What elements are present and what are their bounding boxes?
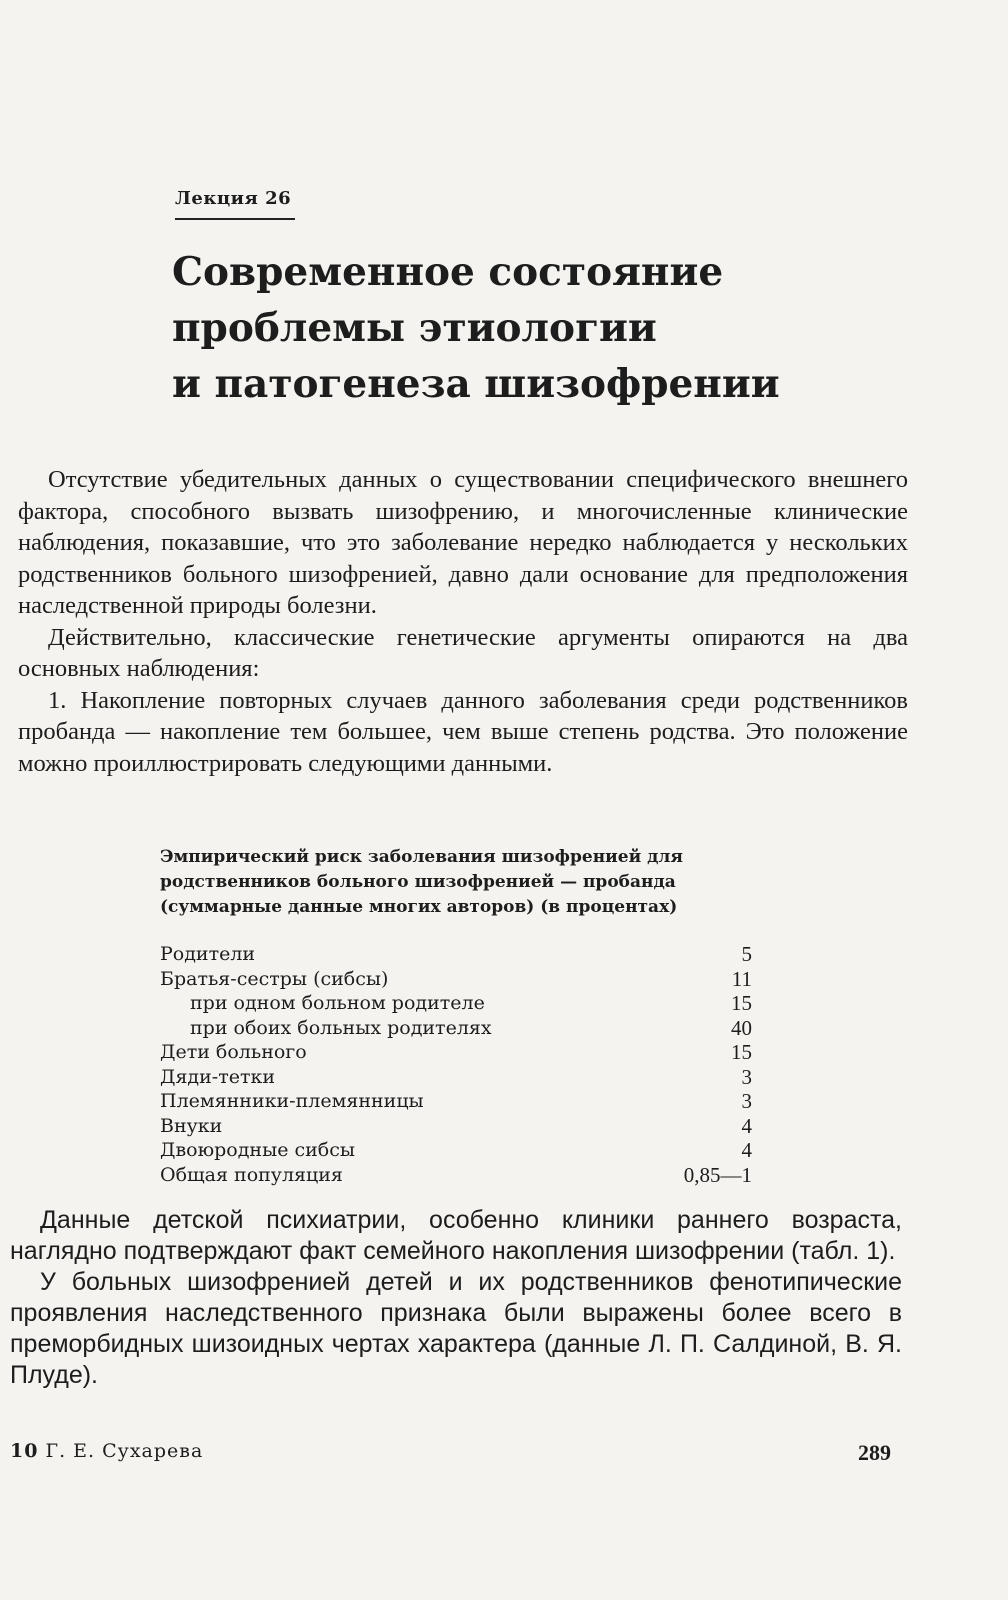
row-label: Общая популяция	[160, 1163, 343, 1186]
row-label: при обоих больных родителях	[190, 1016, 492, 1039]
table-row	[160, 1138, 760, 1163]
body-text-bottom	[10, 1205, 902, 1391]
paragraph: Действительно, классические генетические аргументы опираются на два основных наблюдения:	[18, 623, 908, 682]
body-text-top	[18, 464, 908, 779]
row-value: 11	[731, 966, 752, 991]
row-value: 4	[741, 1138, 752, 1162]
row-label: при одном больном родителе	[190, 992, 485, 1014]
row-label: Дети больного	[160, 1041, 307, 1063]
row-value: 0,85—1	[683, 1162, 752, 1187]
lecture-label: Лекция 26	[175, 188, 292, 209]
chapter-title-line: и патогенеза шизофрении	[172, 361, 780, 407]
paragraph: У больных шизофренией детей и их родственников фенотипические проявления наследственного признака были выражены более всего в преморбидных шизоидных чертах характера (данные Л. П. Салдиной, В. Я. Плуде).	[10, 1268, 902, 1389]
table-row	[160, 1163, 760, 1188]
row-value: 3	[741, 1064, 752, 1089]
table-row	[160, 1114, 760, 1139]
row-label: Дяди-тетки	[160, 1065, 276, 1088]
signature-mark: 10	[10, 1440, 39, 1462]
table-row	[160, 1040, 760, 1065]
table-row	[160, 967, 760, 992]
table-row	[160, 991, 760, 1016]
row-value: 40	[731, 1015, 752, 1040]
row-label: Племянники-племянницы	[160, 1090, 424, 1112]
lecture-underline	[175, 218, 295, 220]
row-value: 3	[741, 1089, 752, 1113]
page-number: 289	[858, 1440, 891, 1465]
table-row	[160, 1089, 760, 1114]
row-value: 15	[731, 1040, 752, 1064]
row-value: 5	[741, 942, 752, 966]
chapter-title-line: проблемы этиологии	[172, 305, 657, 351]
row-label: Родители	[160, 943, 256, 965]
table-row	[160, 1016, 760, 1041]
footer-signature	[10, 1440, 203, 1462]
row-label: Внуки	[160, 1114, 223, 1137]
author-name: Г. Е. Сухарева	[45, 1440, 204, 1462]
row-value: 4	[741, 1113, 752, 1138]
paragraph: Данные детской психиатрии, особенно клиники раннего возраста, наглядно подтверждают факт семейного накопления шизофрении (табл. 1).	[10, 1206, 902, 1265]
table-caption: Эмпирический риск заболевания шизофренией для родственников больного шизофренией — пробанда (суммарные данные многих авторов) (в процентах)	[160, 847, 683, 917]
paragraph: 1. Накопление повторных случаев данного заболевания среди родственников пробанда — накопление тем большее, чем выше степень родства. Это положение можно проиллюстрировать следующими данными.	[18, 686, 908, 777]
chapter-title	[172, 244, 892, 412]
risk-table-block	[160, 845, 760, 1187]
paragraph: Отсутствие убедительных данных о существовании специфического внешнего фактора, способного вызвать шизофрению, и многочисленные клинические наблюдения, показавшие, что это заболевание нередко наблюдается у нескольких родственников больного шизофренией, давно дали основание для предположения наследственной природы болезни.	[18, 466, 908, 619]
row-value: 15	[731, 991, 752, 1015]
row-label: Братья-сестры (сибсы)	[160, 967, 389, 990]
row-label: Двоюродные сибсы	[160, 1139, 356, 1161]
table-row	[160, 1065, 760, 1090]
risk-table	[160, 942, 760, 1187]
chapter-title-line: Современное состояние	[172, 249, 724, 295]
table-row	[160, 942, 760, 967]
